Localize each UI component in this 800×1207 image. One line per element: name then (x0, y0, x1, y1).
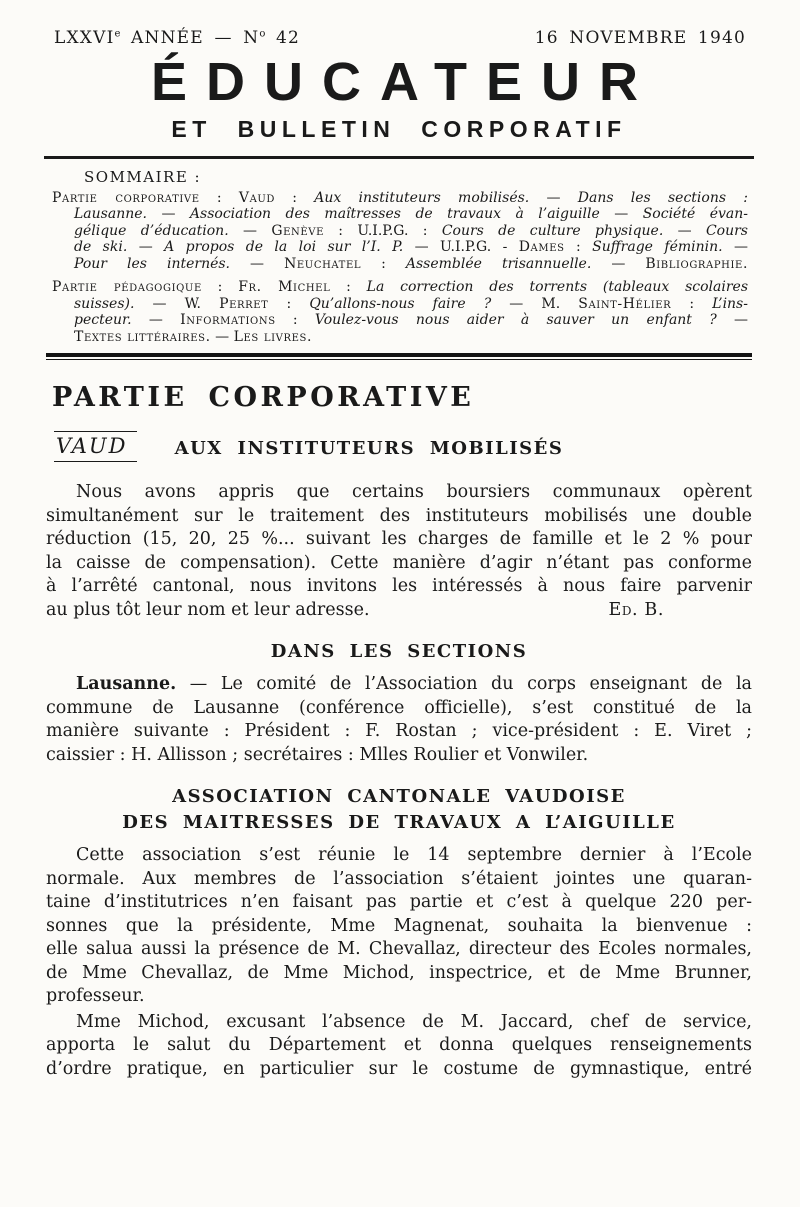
signature: Ed. B. (608, 599, 664, 620)
region-label: VAUD (54, 431, 137, 462)
text-line: suisses). — W. Perret : Qu’allons-nous faire ? — M. Saint-Hélier : L’ins- (74, 295, 748, 312)
text-line: commune de Lausanne (conférence officielle), s’est constitué de la (46, 697, 752, 718)
sommaire-paragraph-corporative (52, 190, 748, 273)
text-line: normale. Aux membres de l’association s’étaient jointes une quaran- (46, 868, 752, 889)
issue-date: 16 NOVEMBRE 1940 (534, 28, 746, 48)
text-line: apporta le salut du Département et donna quelques renseignements (46, 1035, 752, 1056)
section-divider-rule (46, 353, 752, 360)
article-title-mobilises: AUX INSTITUTEURS MOBILISÉS (174, 438, 564, 460)
volume-superscript: e (114, 28, 121, 40)
text-line: de ski. — A propos de la loi sur l’I. P. — U.I.P.G. - Dames : Suffrage féminin. — (74, 239, 749, 255)
text-line: Lausanne. — Le comité de l’Association du corps enseignant de la (76, 674, 752, 695)
text-line: Lausanne. — Association des maîtresses de travaux à l’aiguille — Société évan- (74, 206, 748, 222)
text-line: pecteur. — Informations : Voulez-vous nous aider à sauver un enfant ? — (74, 312, 748, 328)
text-line: la caisse de compensation). Cette manière d’agir n’étant pas conforme (46, 552, 752, 573)
section-title: PARTIE CORPORATIVE (52, 382, 475, 414)
masthead-rule (44, 156, 754, 159)
text-line: taine d’institutrices n’en faisant pas partie et c’est à quelque 220 per- (46, 892, 752, 913)
heading-dans-les-sections: DANS LES SECTIONS (270, 641, 528, 663)
text-line: réduction (15, 20, 25 %... suivant les charges de famille et le 2 % pour (46, 529, 752, 550)
text-line: Nous avons appris que certains boursiers communaux opèrent (76, 482, 752, 503)
sommaire-label: SOMMAIRE : (84, 168, 202, 186)
text-line: Partie corporative : Vaud : Aux instituteurs mobilisés. — Dans les sections : (52, 189, 749, 206)
text-line: manière suivante : Président : F. Rostan ; vice-président : E. Viret ; (46, 721, 752, 742)
masthead (44, 28, 754, 159)
main-content (44, 382, 754, 1081)
paragraph-mobilises (46, 481, 752, 622)
region-heading-row (44, 429, 754, 479)
paragraph-lausanne (46, 673, 752, 767)
text-line: sonnes que la présidente, Mme Magnenat, souhaita la bienvenue : (46, 915, 752, 936)
issue-info: LXXVIe ANNÉE — $N^o$ 42 (54, 28, 301, 48)
number-superscript: o (259, 28, 266, 40)
text-line: gélique d’éducation. — Genève : U.I.P.G. : Cours de culture physique. — Cours (74, 222, 748, 239)
sommaire-paragraph-pedagogique (52, 279, 748, 345)
text-line: Cette association s’est réunie le 14 septembre dernier à l’Ecole (76, 845, 752, 866)
text-line: Pour les internés. — Neuchatel : Assemblée trisannuelle. — Bibliographie. (74, 255, 749, 272)
divider-thick-line (46, 353, 752, 357)
journal-title: ÉDUCATEUR (151, 52, 657, 112)
paragraph-association (46, 844, 752, 1009)
text-line: elle salua aussi la présence de M. Chevallaz, directeur des Ecoles normales, (46, 939, 752, 960)
heading-association: ASSOCIATION CANTONALE VAUDOISE DES MAITRESSES DE TRAVAUX A L’AIGUILLE (122, 786, 676, 834)
sommaire-section (44, 169, 754, 345)
text-line: d’ordre pratique, en particulier sur le costume de gymnastique, entré (46, 1058, 752, 1079)
text-line: de Mme Chevallaz, de Mme Michod, inspectrice, et de Mme Brunner, (46, 962, 752, 983)
text-line: à l’arrêté cantonal, nous invitons les intéressés à nous faire parvenir (46, 576, 752, 597)
text-line: Mme Michod, excusant l’absence de M. Jaccard, chef de service, (76, 1011, 752, 1032)
divider-thin-line (46, 359, 752, 360)
text-line: caissier : H. Allisson ; secrétaires : Mlles Roulier et Vonwiler. (46, 744, 589, 765)
text-line: simultanément sur le traitement des instituteurs mobilisés une double (46, 505, 752, 526)
paragraph-michod (46, 1011, 752, 1082)
masthead-row (44, 28, 754, 48)
text-line: Textes littéraires. — Les livres. (74, 328, 313, 345)
journal-subtitle: ET BULLETIN CORPORATIF (171, 116, 627, 142)
text-line: Partie pédagogique : Fr. Michel : La correction des torrents (tableaux scolaires (52, 279, 749, 295)
text-line: professeur. (46, 986, 145, 1007)
text-line: au plus tôt leur nom et leur adresse. Ed. B. (46, 599, 752, 623)
